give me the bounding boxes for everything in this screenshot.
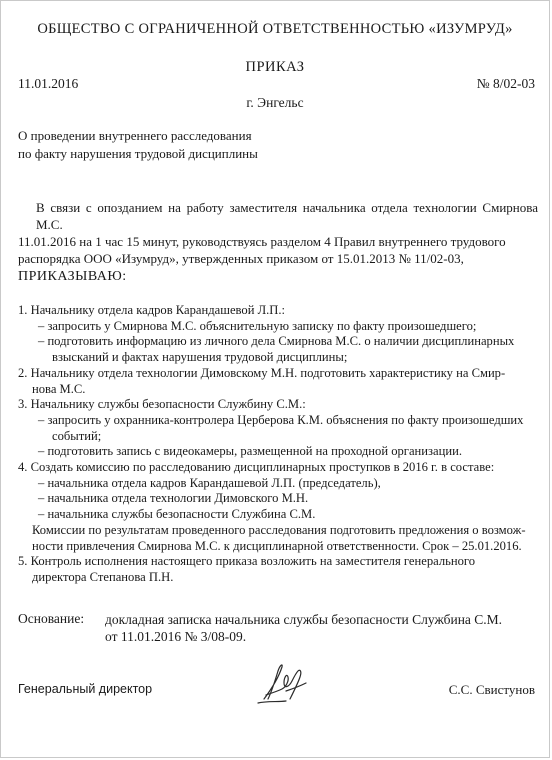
signer-position: Генеральный директор (18, 682, 153, 696)
order-subitem: – начальника отдела кадров Карандашевой Л.П. (председатель), (38, 475, 381, 490)
document-number: № 8/02-03 (476, 76, 535, 91)
order-word: ПРИКАЗЫВАЮ: (18, 269, 127, 284)
intro-line: распорядка ООО «Изумруд», утвержденных приказом от 15.01.2013 № 11/02-03, (18, 251, 464, 266)
order-item: 1. Начальнику отдела кадров Карандашевой Л.П.: (18, 303, 286, 317)
order-item-continued: нова М.С. (32, 381, 86, 396)
order-subitem: – запросить у Смирнова М.С. объяснительную записку по факту произошедшего; (38, 318, 477, 333)
intro-line: 11.01.2016 на 1 час 15 минут, руководствуясь разделом 4 Правил внутреннего трудового (18, 234, 506, 249)
order-item: 4. Создать комиссию по расследованию дисциплинарных проступков в 2016 г. в составе: (18, 460, 495, 475)
order-item: 3. Начальнику службы безопасности Службину С.М.: (18, 397, 306, 412)
document-date: 11.01.2016 (18, 76, 79, 91)
handwritten-signature (256, 661, 316, 705)
order-subitem: – подготовить информацию из личного дела Смирнова М.С. о наличии дисциплинарных (38, 334, 515, 349)
intro-line: В связи с опозданием на работу заместителя начальника отдела технологии Смирнова М.С. (36, 200, 538, 232)
document-subject (18, 127, 258, 163)
subject-line: по факту нарушения трудовой дисциплины (18, 146, 258, 161)
document-title: ПРИКАЗ (245, 59, 305, 75)
order-subitem-continued: событий; (52, 428, 102, 443)
basis-line: докладная записка начальника службы безопасности Службина С.М. (105, 612, 503, 627)
order-subitem: – запросить у охранника-контролера Церберова К.М. объяснения по факту произошедших (38, 412, 524, 427)
order-items (18, 303, 540, 586)
subject-line: О проведении внутреннего расследования (18, 128, 252, 143)
basis-text (105, 611, 502, 645)
order-item-continued: директора Степанова П.Н. (32, 569, 174, 584)
basis-label: Основание: (18, 611, 85, 626)
order-item-continued: ности привлечения Смирнова М.С. к дисциплинарной ответственности. Срок – 25.01.2016. (32, 538, 522, 553)
basis-line: от 11.01.2016 № 3/08-09. (105, 629, 247, 644)
order-subitem-continued: взысканий и фактах нарушения трудовой дисциплины; (52, 350, 348, 365)
order-subitem: – начальника отдела технологии Димовского М.Н. (38, 491, 309, 506)
organization-name: ОБЩЕСТВО С ОГРАНИЧЕННОЙ ОТВЕТСТВЕННОСТЬЮ «ИЗУМРУД» (37, 21, 513, 37)
intro-paragraph (18, 199, 538, 267)
order-item-continued: Комиссии по результатам проведенного расследования подготовить предложения о возмож- (32, 522, 526, 537)
order-subitem: – подготовить запись с видеокамеры, размещенной на проходной организации. (38, 444, 462, 459)
order-item: 2. Начальнику отдела технологии Димовскому М.Н. подготовить характеристику на Смир- (18, 365, 506, 380)
signer-name: С.С. Свистунов (448, 682, 535, 697)
order-subitem: – начальника службы безопасности Службина С.М. (38, 507, 316, 522)
order-item: 5. Контроль исполнения настоящего приказа возложить на заместителя генерального (18, 554, 476, 569)
document-city: г. Энгельс (246, 95, 304, 110)
